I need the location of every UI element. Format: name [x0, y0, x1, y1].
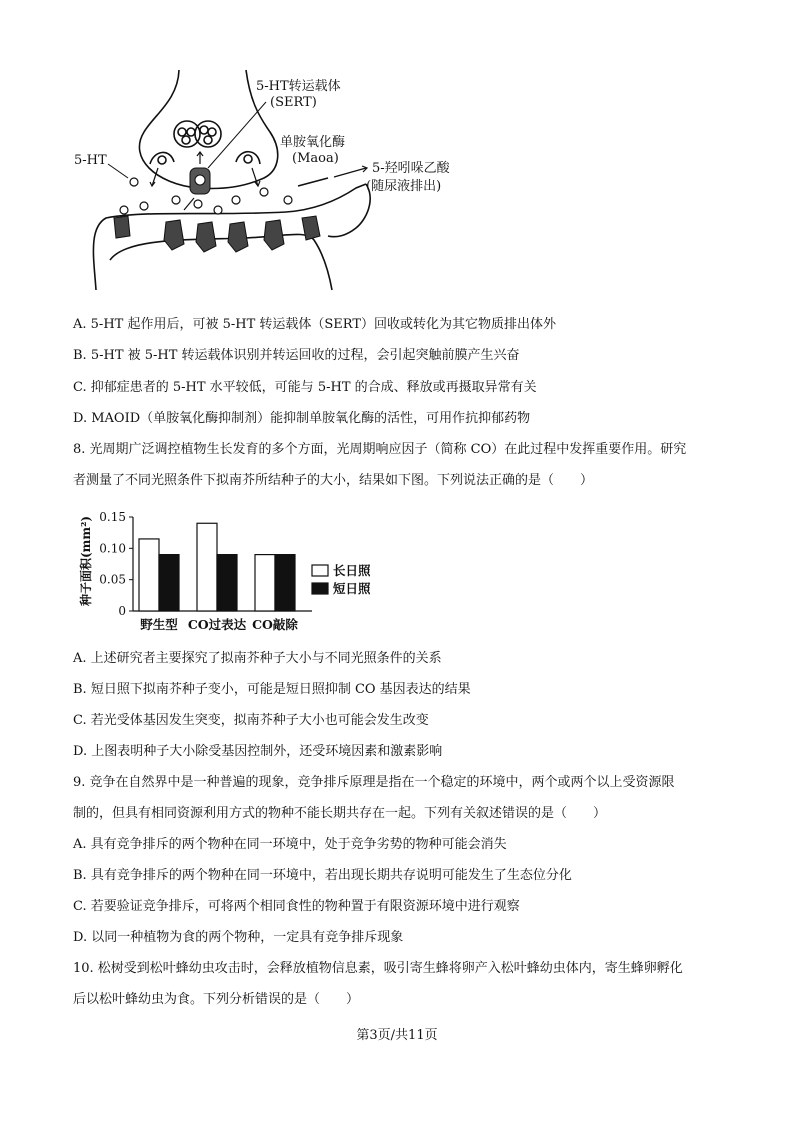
- q8-option-d: D. 上图表明种子大小除受基因控制外，还受环境因素和激素影响: [73, 744, 443, 759]
- legend-swatch: [312, 565, 328, 576]
- bar-short-day-0: [159, 555, 179, 611]
- q8-option-a: A. 上述研究者主要探究了拟南芥种子大小与不同光照条件的关系: [73, 651, 442, 666]
- q7-option-c: C. 抑郁症患者的 5-HT 水平较低，可能与 5-HT 的合成、释放或再摄取异常有关: [73, 380, 537, 395]
- receptor: [302, 216, 320, 240]
- x-category-label: CO敲除: [252, 617, 298, 632]
- label-maoa: 单胺氧化酶: [280, 135, 346, 150]
- x-category-label: CO过表达: [187, 617, 247, 632]
- bar-short-day-1: [217, 555, 237, 611]
- label-product: 5-羟吲哚乙酸: [372, 161, 450, 176]
- q9-option-a: A. 具有竞争排斥的两个物种在同一环境中，处于竞争劣势的物种可能会消失: [73, 837, 507, 852]
- receptor: [114, 216, 130, 238]
- receptor: [164, 220, 184, 250]
- bar-long-day-2: [255, 555, 275, 611]
- label-excretion: (随尿液排出): [366, 179, 442, 194]
- label-sert: 5-HT转运载体: [256, 79, 341, 94]
- legend-swatch: [312, 583, 328, 594]
- label-maoa-abbr: (Maoa): [292, 151, 339, 166]
- synapse-diagram: [66, 60, 486, 305]
- bar-long-day-1: [197, 523, 217, 611]
- receptor: [264, 220, 284, 250]
- x-category-label: 野生型: [140, 617, 178, 632]
- q8-stem-line2: 者测量了不同光照条件下拟南芥所结种子的大小，结果如下图。下列说法正确的是（ ）: [73, 473, 594, 488]
- q8-option-b: B. 短日照下拟南芥种子变小，可能是短日照抑制 CO 基因表达的结果: [73, 682, 471, 697]
- serotonin-molecule: [130, 178, 138, 186]
- y-tick-label: 0.15: [99, 510, 126, 524]
- legend-label: 长日照: [333, 563, 371, 578]
- legend-label: 短日照: [333, 581, 371, 596]
- q8-stem-line1: 8. 光周期广泛调控植物生长发育的多个方面，光周期响应因子（简称 CO）在此过程中发挥重要作用。研究: [73, 442, 687, 457]
- q7-option-b: B. 5-HT 被 5-HT 转运载体识别并转运回收的过程，会引起突触前膜产生兴奋: [73, 348, 520, 363]
- q9-option-c: C. 若要验证竞争排斥，可将两个相同食性的物种置于有限资源环境中进行观察: [73, 899, 520, 914]
- bar-long-day-0: [139, 539, 159, 611]
- label-sert-abbr: (SERT): [270, 95, 317, 110]
- y-tick-label: 0: [118, 604, 126, 618]
- page-number: 第3页/共11页: [356, 1028, 438, 1043]
- q8-option-c: C. 若光受体基因发生突变，拟南芥种子大小也可能会发生改变: [73, 713, 429, 728]
- q7-option-a: A. 5-HT 起作用后，可被 5-HT 转运载体（SERT）回收或转化为其它物质排出体外: [73, 317, 557, 332]
- q9-stem-line1: 9. 竞争在自然界中是一种普遍的现象，竞争排斥原理是指在一个稳定的环境中，两个或两个以上受资源限: [73, 775, 675, 790]
- q7-option-d: D. MAOID（单胺氧化酶抑制剂）能抑制单胺氧化酶的活性，可用作抗抑郁药物: [73, 411, 531, 426]
- label-5ht: 5-HT: [74, 153, 107, 168]
- y-axis-label: 种子面积(mm²): [79, 515, 93, 607]
- q9-option-d: D. 以同一种植物为食的两个物种，一定具有竞争排斥现象: [73, 930, 404, 945]
- q10-stem-line1: 10. 松树受到松叶蜂幼虫攻击时，会释放植物信息素，吸引寄生蜂将卵产入松叶蜂幼虫体内，寄生蜂卵孵化: [73, 961, 683, 976]
- receptor: [196, 222, 216, 252]
- q9-option-b: B. 具有竞争排斥的两个物种在同一环境中，若出现长期共存说明可能发生了生态位分化: [73, 868, 572, 883]
- y-tick-label: 0.10: [99, 541, 126, 556]
- q10-stem-line2: 后以松叶蜂幼虫为食。下列分析错误的是（ ）: [73, 992, 360, 1007]
- bar-short-day-2: [275, 555, 295, 611]
- receptor: [228, 222, 248, 252]
- y-tick-label: 0.05: [99, 572, 126, 587]
- seed-area-bar-chart: [60, 503, 400, 638]
- q9-stem-line2: 制的，但具有相同资源利用方式的物种不能长期共存在一起。下列有关叙述错误的是（ ）: [73, 806, 607, 821]
